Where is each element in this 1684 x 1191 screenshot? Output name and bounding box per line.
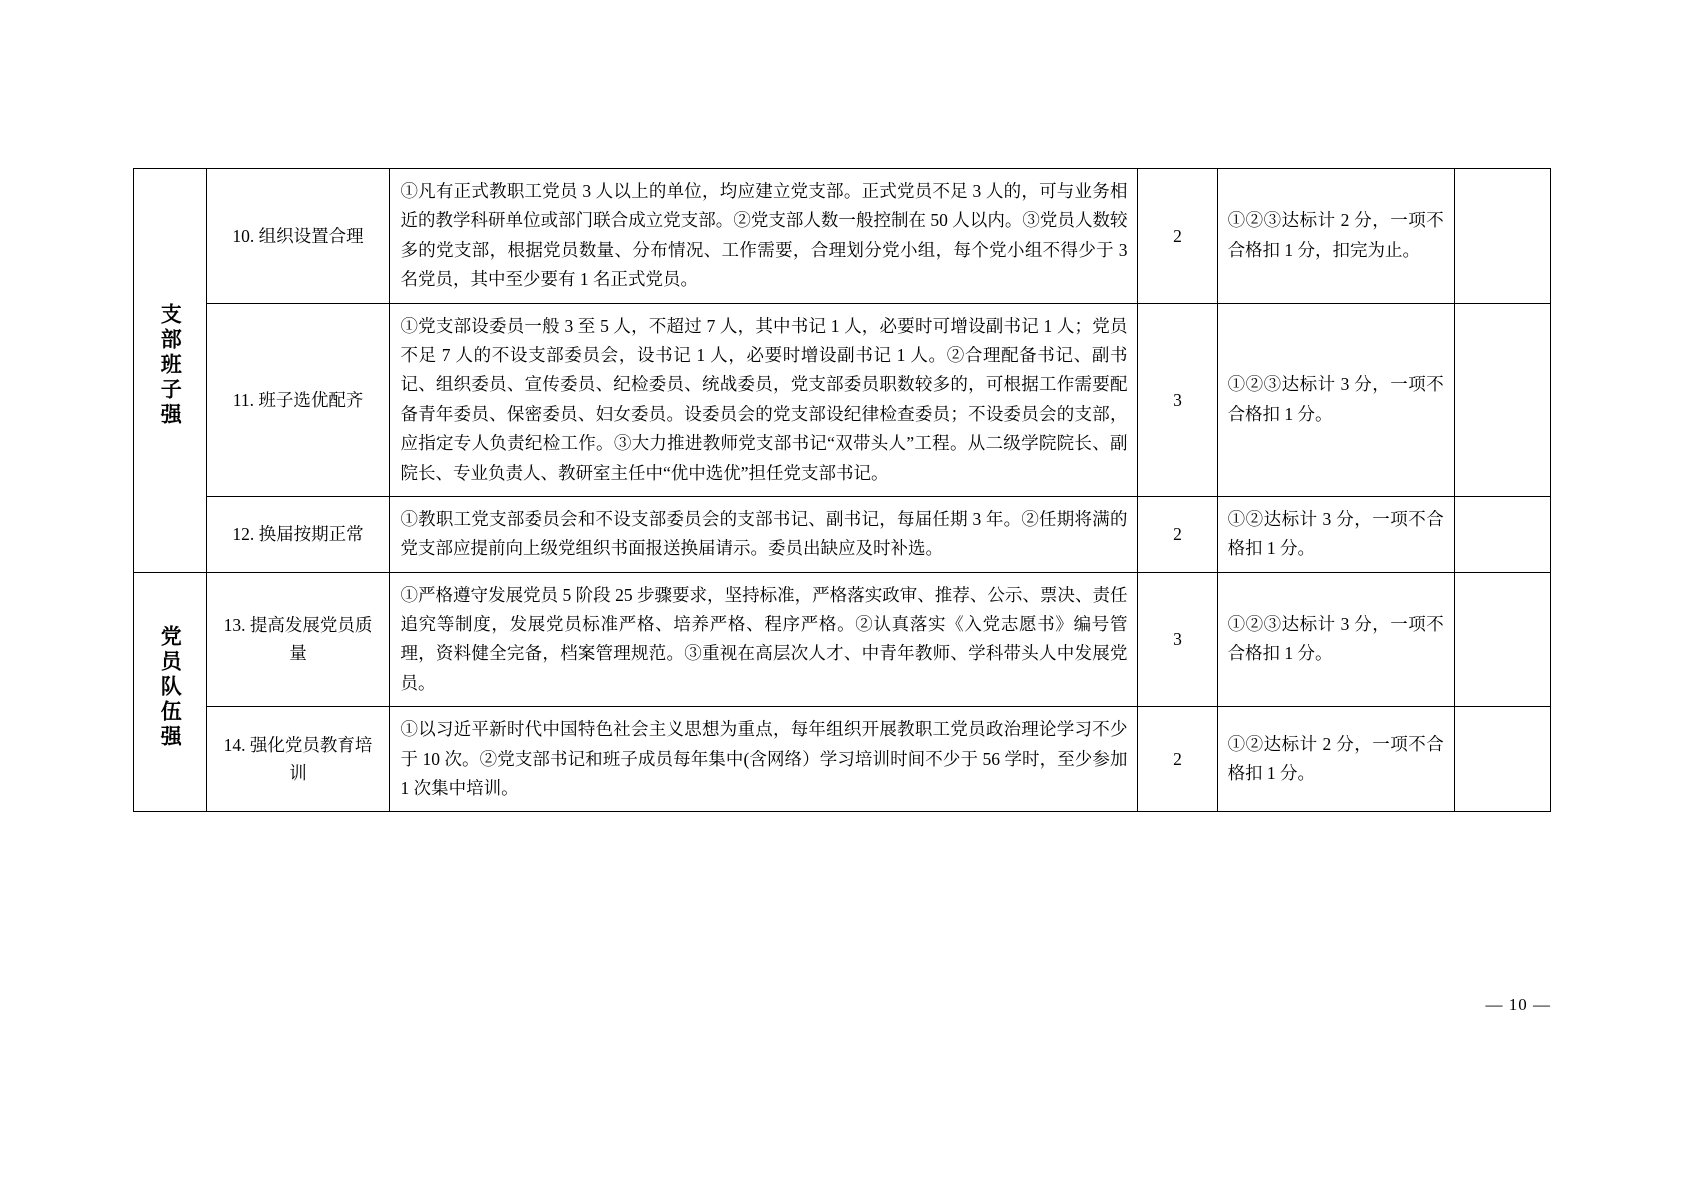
row-standard: ①②达标计 3 分，一项不合格扣 1 分。 [1217,496,1454,572]
row-description: ①凡有正式教职工党员 3 人以上的单位，均应建立党支部。正式党员不足 3 人的，可与业务相近的教学科研单位或部门联合成立党支部。②党支部人数一般控制在 50 人以内。③党员人数较多的党支部，根据党员数量、分布情况、工作需要，合理划分党小组，每个党小组不得少于 3 名党员，其中至少要有 1 名正式党员。 [390,169,1138,304]
row-remark [1454,169,1550,304]
row-item-name: 14. 强化党员教育培训 [206,707,390,812]
row-standard: ①②③达标计 3 分，一项不合格扣 1 分。 [1217,303,1454,496]
table-row [134,572,1551,707]
row-description: ①党支部设委员一般 3 至 5 人，不超过 7 人，其中书记 1 人，必要时可增设副书记 1 人；党员不足 7 人的不设支部委员会，设书记 1 人，必要时增设副书记 1 人。②合理配备书记、副书记、组织委员、宣传委员、纪检委员、统战委员，党支部委员职数较多的，可根据工作需要配备青年委员、保密委员、妇女委员。设委员会的党支部设纪律检查委员；不设委员会的支部，应指定专人负责纪检工作。③大力推进教师党支部书记“双带头人”工程。从二级学院院长、副院长、专业负责人、教研室主任中“优中选优”担任党支部书记。 [390,303,1138,496]
row-score: 2 [1138,169,1217,304]
row-item-name: 12. 换届按期正常 [206,496,390,572]
table-row [134,303,1551,496]
row-item-name: 11. 班子选优配齐 [206,303,390,496]
row-standard: ①②③达标计 2 分，一项不合格扣 1 分，扣完为止。 [1217,169,1454,304]
row-description: ①教职工党支部委员会和不设支部委员会的支部书记、副书记，每届任期 3 年。②任期将满的党支部应提前向上级党组织书面报送换届请示。委员出缺应及时补选。 [390,496,1138,572]
row-group-label: 支部班子强 [134,169,207,573]
row-remark [1454,496,1550,572]
row-remark [1454,707,1550,812]
row-description: ①严格遵守发展党员 5 阶段 25 步骤要求，坚持标准，严格落实政审、推荐、公示、票决、责任追究等制度，发展党员标准严格、培养严格、程序严格。②认真落实《入党志愿书》编号管理，资料健全完备，档案管理规范。③重视在高层次人才、中青年教师、学科带头人中发展党员。 [390,572,1138,707]
table-row [134,496,1551,572]
row-remark [1454,303,1550,496]
table-row [134,169,1551,304]
table-row [134,707,1551,812]
page-number: — 10 — [1485,995,1551,1014]
row-score: 2 [1138,496,1217,572]
assessment-table [133,168,1551,812]
row-remark [1454,572,1550,707]
row-score: 3 [1138,572,1217,707]
row-standard: ①②达标计 2 分，一项不合格扣 1 分。 [1217,707,1454,812]
row-description: ①以习近平新时代中国特色社会主义思想为重点，每年组织开展教职工党员政治理论学习不少于 10 次。②党支部书记和班子成员每年集中(含网络）学习培训时间不少于 56 学时，至少参加 1 次集中培训。 [390,707,1138,812]
row-group-label: 党员队伍强 [134,572,207,812]
row-standard: ①②③达标计 3 分，一项不合格扣 1 分。 [1217,572,1454,707]
row-item-name: 10. 组织设置合理 [206,169,390,304]
row-score: 3 [1138,303,1217,496]
row-item-name: 13. 提高发展党员质量 [206,572,390,707]
row-score: 2 [1138,707,1217,812]
